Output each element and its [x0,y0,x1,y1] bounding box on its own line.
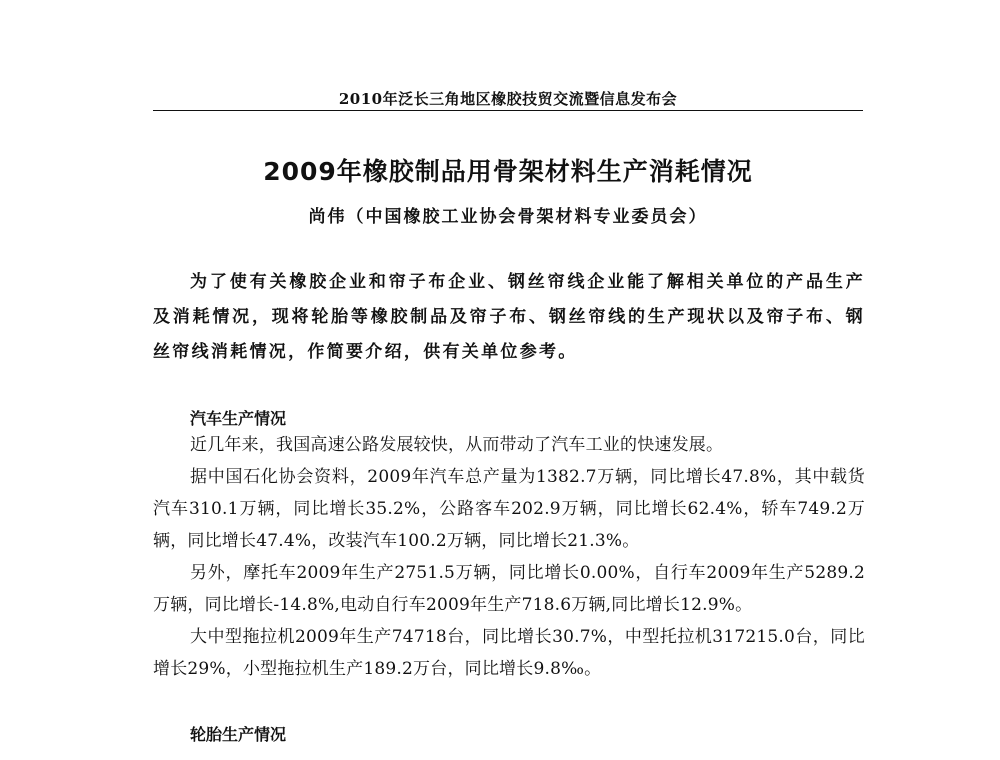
paragraph-motorcycle-bicycle: 另外，摩托车2009年生产2751.5万辆，同比增长0.00%，自行车2009年生产5289.2万辆，同比增长-14.8%,电动自行车2009年生产718.6万辆,同比增长12.9%。 [153,563,865,615]
article-title: 2009年橡胶制品用骨架材料生产消耗情况 [263,157,753,186]
paragraph-auto-overview: 近几年来，我国高速公路发展较快，从而带动了汽车工业的快速发展。 [190,435,724,455]
section-heading-auto-production: 汽车生产情况 [190,409,287,428]
running-header: 2010年泛长三角地区橡胶技贸交流暨信息发布会 [338,90,678,108]
intro-paragraph: 为了使有关橡胶企业和帘子布企业、钢丝帘线企业能了解相关单位的产品生产及消耗情况，现将轮胎等橡胶制品及帘子布、钢丝帘线的生产现状以及帘子布、钢丝帘线消耗情况，作简要介绍，供有关单位参考。 [153,272,865,362]
author-line: 尚伟（中国橡胶工业协会骨架材料专业委员会） [308,207,708,227]
paragraph-auto-output: 据中国石化协会资料，2009年汽车总产量为1382.7万辆，同比增长47.8%，其中载货汽车310.1万辆，同比增长35.2%，公路客车202.9万辆，同比增长62.4%，轿车749.2万辆，同比增长47.4%，改装汽车100.2万辆，同比增长21.3%。 [153,467,865,551]
header-rule [153,110,863,111]
paragraph-tractor: 大中型拖拉机2009年生产74718台，同比增长30.7%，中型托拉机317215.0台，同比增长29%，小型拖拉机生产189.2万台，同比增长9.8‰。 [153,627,865,679]
section-heading-tire-production: 轮胎生产情况 [190,725,287,744]
